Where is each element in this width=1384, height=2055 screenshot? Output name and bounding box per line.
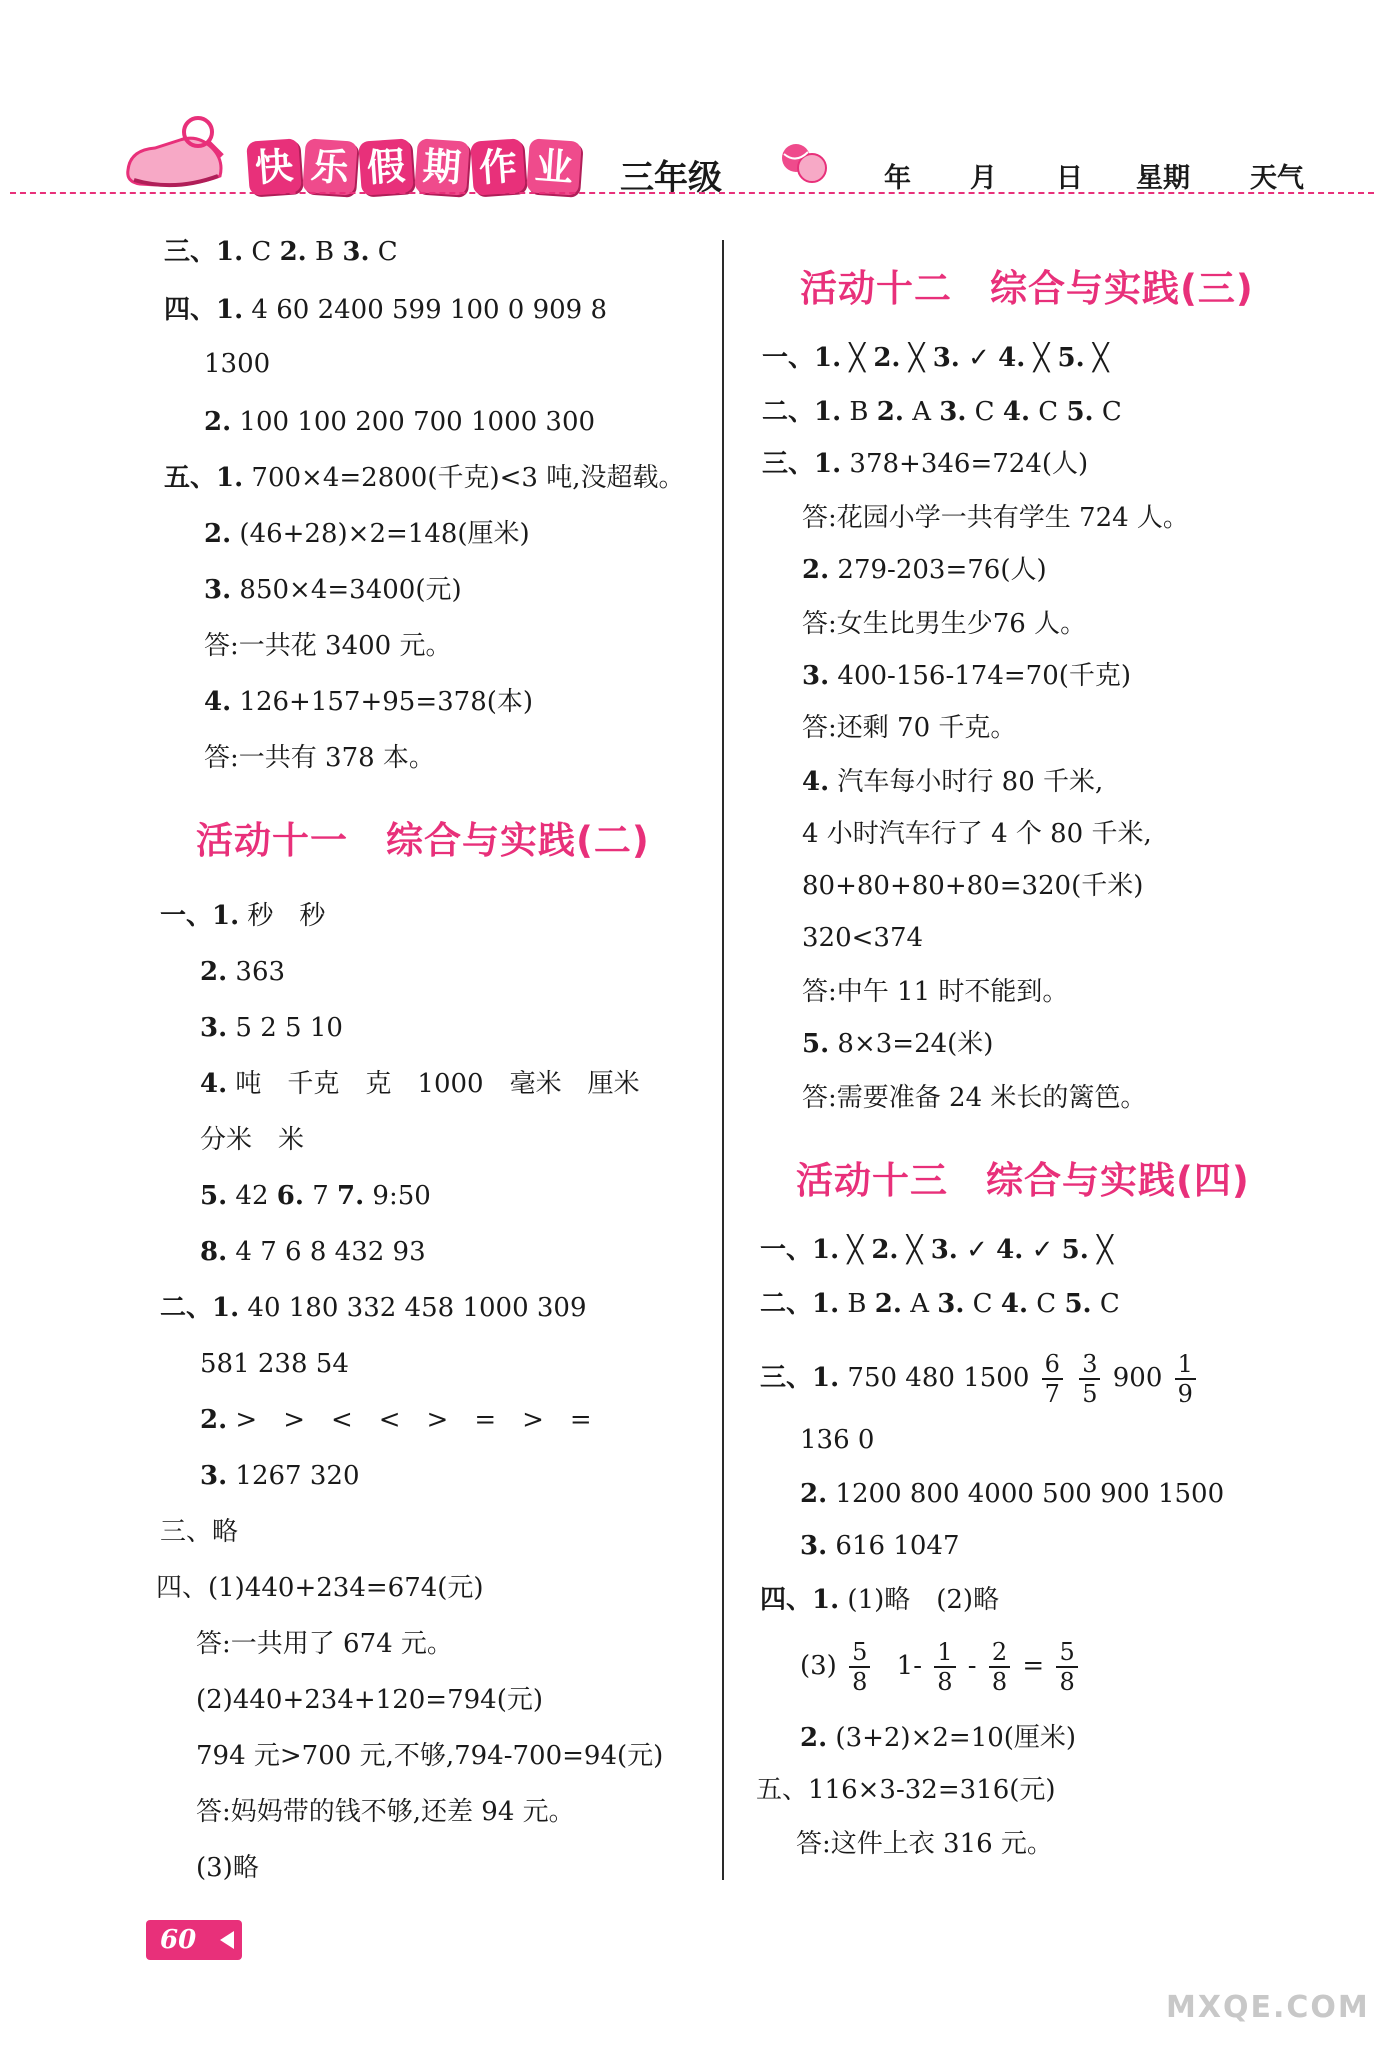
- item-number: 5.: [1061, 1235, 1089, 1265]
- fraction: $\frac{2}{8}$: [989, 1640, 1010, 1694]
- answer-text: A: [903, 397, 940, 427]
- date-day-label: 日: [1056, 163, 1083, 194]
- item-number: 3.: [342, 237, 370, 267]
- answer-line: 3. 5 2 5 10: [200, 1013, 343, 1043]
- answer-line: (2)440+234+120=794(元): [196, 1685, 543, 1715]
- item-number: 2.: [279, 237, 307, 267]
- answer-line-fractions: (3) $\frac{5}{8}$ 1- $\frac{1}{8}$ - $\frac{2}{8}$ = $\frac{5}{8}$: [800, 1634, 1082, 1698]
- date-weather-label: 天气: [1250, 163, 1304, 194]
- brand-char: 业: [526, 138, 582, 195]
- grade-label: 三年级: [620, 158, 722, 198]
- answer-text: C: [964, 1289, 1001, 1319]
- answer-text: 9:50: [364, 1181, 431, 1211]
- answer-line: 794 元>700 元,不够,794-700=94(元): [196, 1741, 664, 1771]
- answer-line: 2. (3+2)×2=10(厘米): [800, 1723, 1077, 1753]
- answer-line: 答:一共花 3400 元。: [204, 631, 452, 661]
- answer-line: 3. 850×4=3400(元): [204, 575, 462, 605]
- answer-line: 3. 1267 320: [200, 1461, 360, 1491]
- answer-text: C: [1091, 1289, 1120, 1319]
- answer-line: 2. 100 100 200 700 1000 300: [204, 407, 596, 437]
- answer-line: 三、1. C 2. B 3. C: [164, 237, 398, 267]
- column-divider: [722, 240, 724, 1880]
- answer-line: 二、1. 40 180 332 458 1000 309: [160, 1293, 587, 1323]
- date-month-label: 月: [970, 163, 997, 194]
- answer-line: 4. 汽车每小时行 80 千米,: [802, 767, 1104, 797]
- item-number: 4.: [1000, 1289, 1029, 1319]
- answer-line: 2. (46+28)×2=148(厘米): [204, 519, 530, 549]
- sneaker-icon: [120, 110, 230, 200]
- answer-line: 五、116×3-32=316(元): [756, 1775, 1056, 1805]
- answer-line: 四、(1)440+234=674(元): [156, 1573, 484, 1603]
- answer-line: 2. 279-203=76(人): [802, 555, 1047, 585]
- answer-line: 一、1. ╳ 2. ╳ 3. ✓ 4. ╳ 5. ╳: [762, 343, 1109, 373]
- answer-line: 2. 363: [200, 957, 286, 987]
- answer-line: 一、1. 秒 秒: [160, 901, 326, 931]
- header-dashed-rule: [10, 192, 1374, 194]
- page-number: 60: [160, 1925, 197, 1955]
- answer-line: 2. > > < < > = > =: [200, 1405, 592, 1435]
- answer-line: 三、1. 378+346=724(人): [762, 449, 1089, 479]
- answer-line: 80+80+80+80=320(千米): [802, 871, 1144, 901]
- answer-line: 8. 4 7 6 8 432 93: [200, 1237, 426, 1267]
- answer-text: C: [1030, 397, 1067, 427]
- answer-text: C: [1028, 1289, 1065, 1319]
- answer-text: B: [839, 1289, 875, 1319]
- answer-text: ╳: [900, 343, 933, 373]
- answer-text: ╳: [1088, 1235, 1113, 1265]
- section-title-activity-12: 活动十二 综合与实践(三): [800, 267, 1254, 310]
- answer-line: 4. 吨 千克 克 1000 毫米 厘米: [200, 1069, 640, 1099]
- item-number: 3.: [937, 1289, 965, 1319]
- item-number: 4.: [1002, 397, 1031, 427]
- answer-text: C: [369, 237, 398, 267]
- answer-text: ✓: [1023, 1235, 1062, 1265]
- answer-text: C: [966, 397, 1003, 427]
- answer-text: ✓: [957, 1235, 997, 1265]
- answer-line: 答:花园小学一共有学生 724 人。: [802, 503, 1189, 533]
- page-number-badge: [146, 1920, 242, 1960]
- watermark-text: MXQE.COM: [1166, 1990, 1370, 2025]
- answer-text: A: [901, 1289, 938, 1319]
- answer-line: 答:一共用了 674 元。: [196, 1629, 453, 1659]
- section-title-activity-13: 活动十三 综合与实践(四): [796, 1159, 1250, 1202]
- item-number: 5.: [1064, 1289, 1092, 1319]
- ball-icon: [778, 140, 830, 186]
- answer-line-fractions: 三、1. 750 480 1500 $\frac{6}{7}$ $\frac{3}{5}$ 900 $\frac{1}{9}$: [760, 1346, 1200, 1410]
- answer-text: C: [1093, 397, 1122, 427]
- answer-text: C: [243, 237, 280, 267]
- answer-line: 320<374: [802, 923, 924, 953]
- answer-line: 四、1. 4 60 2400 599 100 0 909 8: [164, 295, 608, 325]
- item-number: 3.: [930, 1235, 958, 1265]
- answer-line: 136 0: [800, 1425, 875, 1455]
- answer-text: ╳: [839, 1235, 872, 1265]
- brand-char: 假: [358, 138, 414, 195]
- answer-line: 四、1. (1)略 (2)略: [760, 1585, 1000, 1615]
- answer-line: 答:中午 11 时不能到。: [802, 977, 1069, 1007]
- answer-line: 5. 8×3=24(米): [802, 1029, 994, 1059]
- fraction: $\frac{5}{8}$: [1056, 1640, 1077, 1694]
- answer-line: 2. 1200 800 4000 500 900 1500: [800, 1479, 1225, 1509]
- answer-line: 二、1. B 2. A 3. C 4. C 5. C: [762, 397, 1122, 427]
- fraction: $\frac{1}{8}$: [934, 1640, 955, 1694]
- answer-line: 4 小时汽车行了 4 个 80 千米,: [802, 819, 1152, 849]
- answer-line: 3. 616 1047: [800, 1531, 960, 1561]
- fraction: $\frac{6}{7}$: [1042, 1352, 1063, 1406]
- item-number: 5.: [200, 1181, 228, 1211]
- answer-line: (3)略: [196, 1853, 259, 1883]
- answer-line: 答:女生比男生少76 人。: [802, 609, 1087, 639]
- answer-line: 答:一共有 378 本。: [204, 743, 435, 773]
- brand-char: 期: [414, 138, 470, 195]
- answer-text: 7: [303, 1181, 338, 1211]
- item-number: 2.: [871, 1235, 899, 1265]
- item-number: 2.: [876, 397, 904, 427]
- section-title-activity-11: 活动十一 综合与实践(二): [196, 819, 650, 862]
- item-number: 2.: [873, 343, 901, 373]
- answer-text: ╳: [898, 1235, 931, 1265]
- arrow-left-icon: [220, 1931, 234, 1949]
- fraction: $\frac{5}{8}$: [849, 1640, 870, 1694]
- answer-line: 五、1. 700×4=2800(千克)<3 吨,没超载。: [164, 463, 685, 493]
- answer-line: 一、1. ╳ 2. ╳ 3. ✓ 4. ✓ 5. ╳: [760, 1235, 1113, 1265]
- item-number: 4.: [998, 343, 1026, 373]
- brand-char: 作: [470, 138, 526, 195]
- item-number: 3.: [932, 343, 960, 373]
- brand-char: 乐: [302, 138, 358, 195]
- answer-line: 分米 米: [200, 1125, 305, 1155]
- answer-line: 三、略: [160, 1517, 239, 1547]
- item-number: 4.: [996, 1235, 1024, 1265]
- answer-line: 3. 400-156-174=70(千克): [802, 661, 1132, 691]
- item-number: 3.: [939, 397, 967, 427]
- answer-text: ╳: [1084, 343, 1109, 373]
- answer-line: [200, 1176, 431, 1216]
- brand-title: [248, 140, 580, 198]
- answer-text: B: [306, 237, 343, 267]
- answer-line: 二、1. B 2. A 3. C 4. C 5. C: [760, 1289, 1120, 1319]
- page-header: [0, 0, 1384, 200]
- item-number: 5.: [1057, 343, 1085, 373]
- answer-text: ✓: [959, 343, 999, 373]
- brand-char: 快: [246, 138, 302, 195]
- answer-line: 4. 126+157+95=378(本): [204, 687, 534, 717]
- item-number: 7.: [337, 1181, 365, 1211]
- answer-line: 答:需要准备 24 米长的篱笆。: [802, 1083, 1147, 1113]
- answer-line: 581 238 54: [200, 1349, 349, 1379]
- fraction: $\frac{3}{5}$: [1079, 1352, 1100, 1406]
- answer-line: 1300: [204, 349, 271, 379]
- date-year-label: 年: [884, 163, 911, 194]
- fraction: $\frac{1}{9}$: [1175, 1352, 1196, 1406]
- date-weekday-label: 星期: [1136, 163, 1190, 194]
- answer-text: B: [841, 397, 877, 427]
- item-number: 5.: [1066, 397, 1094, 427]
- answer-line: 答:这件上衣 316 元。: [796, 1829, 1053, 1859]
- answer-text: ╳: [841, 343, 874, 373]
- answer-text: ╳: [1025, 343, 1058, 373]
- answer-line: 答:妈妈带的钱不够,还差 94 元。: [196, 1797, 575, 1827]
- answer-line: 答:还剩 70 千克。: [802, 713, 1017, 743]
- item-number: 6.: [276, 1181, 304, 1211]
- answer-text: 42: [227, 1181, 277, 1211]
- item-number: 2.: [874, 1289, 902, 1319]
